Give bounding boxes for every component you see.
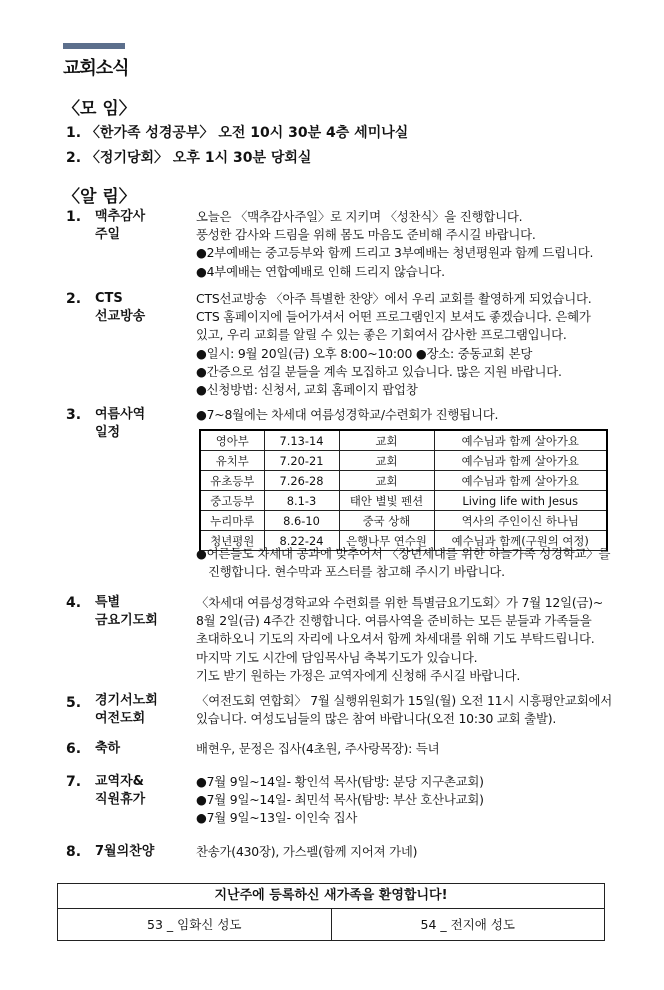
table-cell: 7.26-28 (264, 471, 339, 491)
notices-heading: 〈알 림〉 (63, 187, 136, 207)
text-line: ●신청방법: 신청서, 교회 홈페이지 팝업창 (196, 382, 418, 398)
table-row (200, 511, 607, 531)
notice-number: 2. (66, 291, 82, 307)
notice-label: 일정 (95, 425, 121, 440)
meeting-item: 2. 〈정기당회〉 오후 1시 30분 당회실 (66, 150, 312, 166)
text-line: 배현우, 문정은 집사(4초원, 주사랑목장): 득녀 (196, 741, 440, 756)
text-line: CTS 홈페이지에 들어가셔서 어떤 프로그램인지 보셔도 좋겠습니다. 은혜가 (196, 309, 591, 325)
notice-label: 여름사역 (95, 407, 146, 422)
notice-label: 특별 (95, 595, 121, 610)
notice-number: 3. (66, 407, 82, 423)
text-line: 8월 2일(금) 4주간 진행합니다. 여름사역을 준비하는 모든 분들과 가족들을 (196, 613, 592, 629)
table-cell: 중고등부 (200, 491, 264, 511)
notice-number: 7. (66, 774, 82, 790)
notice-label: 교역자& (95, 774, 145, 789)
notice-body (196, 208, 616, 281)
notice-label: 금요기도회 (95, 613, 158, 628)
table-cell: 유초등부 (200, 471, 264, 491)
text-line: ●7월 9일~14일- 황인석 목사(탐방: 분당 지구촌교회) (196, 774, 484, 789)
text-line: ●7월 9일~13일- 이인숙 집사 (196, 810, 358, 826)
table-cell: 역사의 주인이신 하나님 (434, 511, 607, 531)
text-line: 있고, 우리 교회를 알릴 수 있는 좋은 기회여서 감사한 프로그램입니다. (196, 327, 567, 343)
notice-label: CTS (95, 291, 123, 306)
table-cell: 예수님과 함께 살아가요 (434, 430, 607, 451)
notice-label: 7월의찬양 (95, 844, 155, 859)
text-line: ●어른들도 차세대 공과에 맞추어서 〈장년세대를 위한 하늘가족 성경학교〉를 (196, 546, 611, 561)
table-cell: 청년평원 (200, 531, 264, 551)
notice-number: 5. (66, 695, 82, 711)
table-cell: 교회 (339, 471, 434, 491)
notice-number: 1. (66, 209, 82, 225)
notice-label: 선교방송 (95, 309, 146, 324)
notice-label: 여전도회 (95, 711, 146, 726)
notice-number: 4. (66, 595, 82, 611)
text-line: 찬송가(430장), 가스펠(함께 지어져 가네) (196, 844, 418, 859)
table-cell: 은행나무 연수원 (339, 531, 434, 551)
table-cell: 태안 별빛 펜션 (339, 491, 434, 511)
notice-body (196, 773, 616, 828)
text-line: 마지막 기도 시간에 담임목사님 축복기도가 있습니다. (196, 649, 478, 665)
notice-number: 6. (66, 741, 82, 757)
new-member-right: 54 _ 전지애 성도 (420, 917, 515, 932)
table-cell: 7.20-21 (264, 451, 339, 471)
notice-intro: ●7~8월에는 차세대 여름성경학교/수련회가 진행됩니다. (196, 407, 499, 422)
notice-number: 8. (66, 844, 82, 860)
table-row (200, 471, 607, 491)
new-member-left: 53 _ 임화신 성도 (58, 909, 332, 940)
notice-body (196, 692, 616, 728)
text-line: ●7월 9일~14일- 최민석 목사(탐방: 부산 호산나교회) (196, 792, 484, 808)
text-line: 진행합니다. 현수막과 포스터를 참고해 주시기 바랍니다. (208, 564, 505, 580)
summer-schedule-table (199, 429, 608, 551)
notice-label: 맥추감사 (95, 209, 146, 224)
text-line: ●2부예배는 중고등부와 함께 드리고 3부예배는 청년평원과 함께 드립니다. (196, 245, 594, 261)
text-line: 초대하오니 기도의 자리에 나오셔서 함께 차세대를 위해 기도 부탁드립니다. (196, 631, 595, 647)
table-row (200, 451, 607, 471)
table-cell: 교회 (339, 430, 434, 451)
notice-body (196, 843, 616, 861)
notice-body (196, 594, 616, 685)
welcome-box (57, 883, 605, 941)
header-bar (63, 43, 125, 49)
meeting-item: 1. 〈한가족 성경공부〉 오전 10시 30분 4층 세미나실 (66, 125, 409, 141)
table-cell: 중국 상해 (339, 511, 434, 531)
text-line: 〈차세대 여름성경학교와 수련회를 위한 특별금요기도회〉가 7월 12일(금)~ (196, 595, 604, 610)
text-line: ●간증으로 섬길 분들을 계속 모집하고 있습니다. 많은 지원 바랍니다. (196, 363, 562, 379)
notice-body (196, 740, 616, 758)
table-cell: 예수님과 함께 살아가요 (434, 471, 607, 491)
table-row (200, 491, 607, 511)
text-line: CTS선교방송 〈아주 특별한 찬양〉에서 우리 교회를 촬영하게 되었습니다. (196, 291, 592, 306)
notice-body (196, 290, 616, 399)
table-cell: 교회 (339, 451, 434, 471)
table-cell: 영아부 (200, 430, 264, 451)
notice-body (196, 545, 616, 581)
table-cell: 누리마루 (200, 511, 264, 531)
table-cell: 예수님과 함께(구원의 여정) (434, 531, 607, 551)
text-line: 오늘은 〈맥추감사주일〉로 지키며 〈성찬식〉을 진행합니다. (196, 209, 523, 224)
table-cell: 7.13-14 (264, 430, 339, 451)
table-cell: 8.1-3 (264, 491, 339, 511)
notice-label: 주일 (95, 227, 121, 242)
notice-label: 축하 (95, 741, 121, 756)
table-cell: 8.22-24 (264, 531, 339, 551)
text-line: 〈여전도회 연합회〉 7월 실행위원회가 15일(월) 오전 11시 시흥평안교회에서 (196, 693, 613, 708)
page-title: 교회소식 (63, 58, 129, 79)
text-line: 있습니다. 여성도님들의 많은 참여 바랍니다(오전 10:30 교회 출발). (196, 711, 557, 727)
notice-label: 경기서노회 (95, 693, 158, 708)
table-cell: 8.6-10 (264, 511, 339, 531)
text-line: ●일시: 9월 20일(금) 오후 8:00~10:00 ●장소: 중동교회 본당 (196, 345, 533, 361)
table-cell: 유치부 (200, 451, 264, 471)
text-line: 풍성한 감사와 드림을 위해 몸도 마음도 준비해 주시길 바랍니다. (196, 227, 536, 243)
text-line: ●4부예배는 연합예배로 인해 드리지 않습니다. (196, 263, 445, 279)
table-cell: 예수님과 함께 살아가요 (434, 451, 607, 471)
text-line: 기도 받기 원하는 가정은 교역자에게 신청해 주시길 바랍니다. (196, 667, 521, 683)
notice-label: 직원휴가 (95, 792, 146, 807)
table-row (200, 430, 607, 451)
meetings-heading: 〈모 임〉 (63, 99, 136, 119)
welcome-title: 지난주에 등록하신 새가족을 환영합니다! (58, 884, 604, 909)
table-cell: Living life with Jesus (434, 491, 607, 511)
